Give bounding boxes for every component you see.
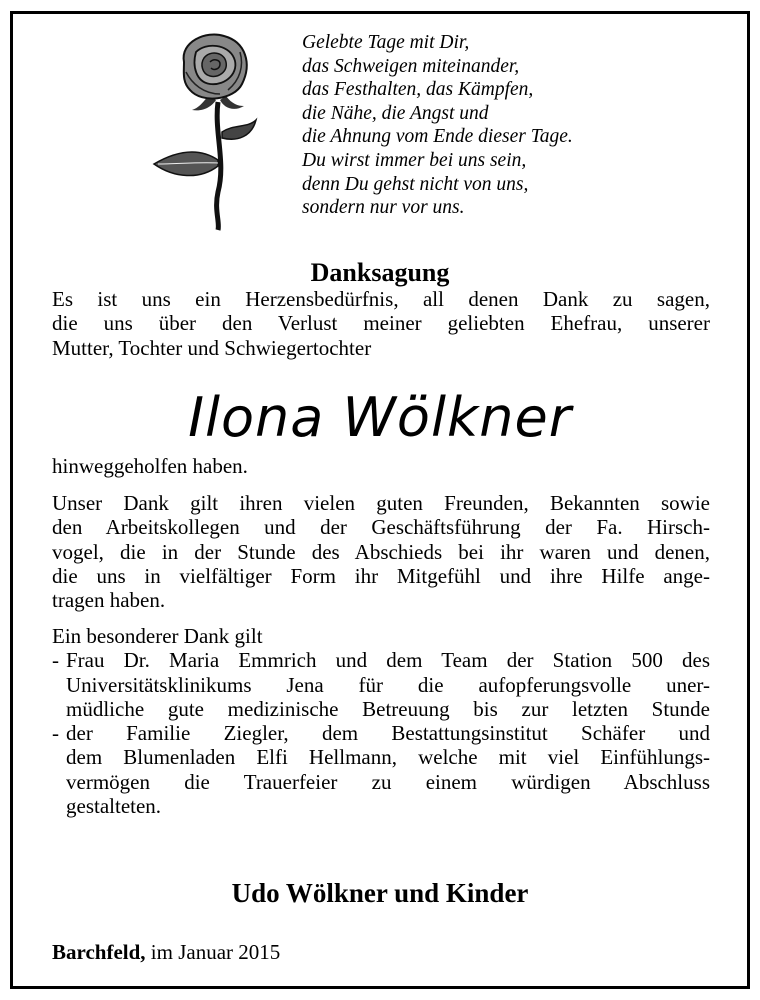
special-thanks [52, 624, 710, 818]
text-line: Frau Dr. Maria Emmrich und dem Team der Station 500 des [66, 648, 710, 673]
poem [302, 31, 742, 220]
list-dash: - [52, 721, 59, 746]
poem-line: Gelebte Tage mit Dir, [302, 32, 470, 53]
list-item [52, 721, 710, 818]
thanks-paragraph [52, 491, 710, 612]
text-line: Es ist uns ein Herzensbedürfnis, all denen Dank zu sagen, [52, 287, 710, 311]
list-dash: - [52, 648, 59, 673]
signature: Udo Wölkner und Kinder [231, 878, 529, 908]
text-line: müdliche gute medizinische Betreuung bis zur letzten Stunde [66, 696, 710, 721]
place: Barchfeld, [52, 940, 146, 964]
after-name-text [52, 454, 710, 478]
poem-line: denn Du gehst nicht von uns, [302, 173, 529, 195]
list-item [52, 648, 710, 721]
heading-danksagung: Danksagung [310, 258, 450, 287]
text-line: vermögen die Trauerfeier zu einem würdigen Abschluss [66, 769, 710, 794]
text-line: gestalteten. [66, 794, 162, 819]
text-line: Mutter, Tochter und Schwiegertochter [52, 335, 372, 360]
text-line: den Arbeitskollegen und der Geschäftsführung der Fa. Hirsch- [52, 515, 710, 540]
text-line: vogel, die in der Stunde des Abschieds bei ihr waren und denen, [52, 539, 710, 564]
text-line: Universitätsklinikums Jena für die aufopferungsvolle uner- [66, 672, 710, 697]
poem-line: sondern nur vor uns. [302, 197, 465, 219]
poem-line: das Schweigen miteinander, [302, 55, 520, 77]
special-intro: Ein besonderer Dank gilt [52, 624, 263, 648]
text-line: die uns in vielfältiger Form ihr Mitgefühl und ihre Hilfe ange- [52, 563, 710, 588]
poem-line: die Nähe, die Angst und [302, 102, 489, 124]
text-line: Unser Dank gilt ihren vielen guten Freunden, Bekannten sowie [52, 491, 710, 515]
text-line: dem Blumenladen Elfi Hellmann, welche mit viel Einfühlungs- [66, 745, 710, 770]
text-line: hinweggeholfen haben. [52, 454, 248, 478]
poem-line: das Festhalten, das Kämpfen, [302, 79, 534, 101]
poem-line: Du wirst immer bei uns sein, [302, 149, 527, 171]
deceased-name: Ilona Wölkner [188, 386, 572, 449]
text-line: die uns über den Verlust meiner geliebten Ehefrau, unserer [52, 311, 710, 336]
text-line: der Familie Ziegler, dem Bestattungsinstitut Schäfer und [66, 721, 710, 746]
date: im Januar 2015 [150, 940, 281, 964]
text-line: tragen haben. [52, 588, 166, 613]
place-date [52, 940, 280, 965]
rose-illustration-icon [148, 32, 268, 232]
poem-line: die Ahnung vom Ende dieser Tage. [302, 126, 573, 148]
intro-paragraph [52, 287, 710, 360]
